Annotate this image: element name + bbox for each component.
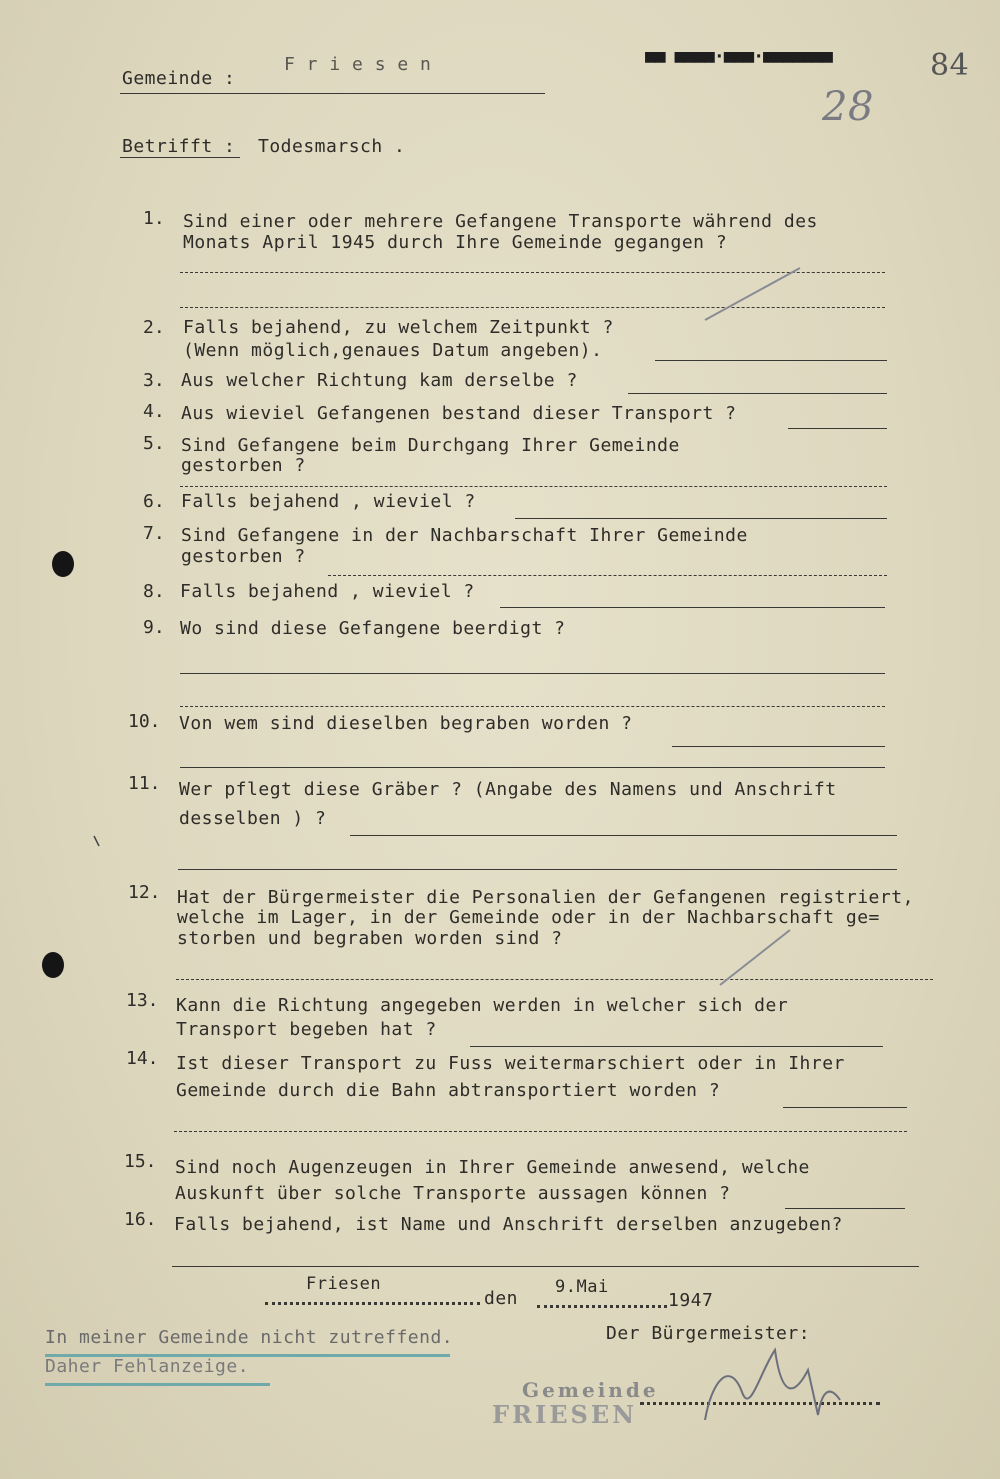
question-text: Wo sind diese Gefangene beerdigt ? — [180, 618, 566, 639]
question-text: Transport begeben hat ? — [176, 1019, 437, 1040]
question-text: Falls bejahend, ist Name und Anschrift derselben anzugeben? — [174, 1214, 843, 1235]
question-text: Von wem sind dieselben begraben worden ? — [179, 713, 633, 734]
question-text: Auskunft über solche Transporte aussagen können ? — [175, 1183, 731, 1204]
question-text: Wer pflegt diese Gräber ? (Angabe des Namens und Anschrift — [179, 779, 837, 800]
question-text: Falls bejahend , wieviel ? — [180, 581, 475, 602]
question-text: Hat der Bürgermeister die Personalien der Gefangenen registriert, — [177, 887, 914, 908]
question-number: 6. — [143, 491, 165, 512]
page-number: 84 — [930, 48, 970, 83]
subject-value: Todesmarsch . — [258, 136, 406, 157]
redacted-text: ■■ ■■■■·■■■·■■■■■■■ — [645, 46, 832, 67]
question-text: Aus wieviel Gefangenen bestand dieser Transport ? — [181, 403, 737, 424]
question-text: (Wenn möglich,genaues Datum angeben). — [183, 340, 603, 361]
question-text: gestorben ? — [181, 546, 306, 567]
question-number: 3. — [143, 370, 165, 391]
gemeinde-label: Gemeinde : — [122, 68, 236, 89]
question-text: storben und begraben worden sind ? — [177, 928, 563, 949]
question-text: Ist dieser Transport zu Fuss weitermarschiert oder in Ihrer — [176, 1053, 845, 1074]
question-text: Falls bejahend , wieviel ? — [181, 491, 476, 512]
note-line2: Daher Fehlanzeige. — [45, 1356, 250, 1377]
question-text: Monats April 1945 durch Ihre Gemeinde gegangen ? — [183, 232, 728, 253]
signature-scribble — [705, 1350, 840, 1420]
stamp-line1: Gemeinde — [522, 1378, 659, 1402]
question-text: gestorben ? — [181, 455, 306, 476]
signature-place: Friesen — [306, 1274, 382, 1294]
question-number: 7. — [143, 523, 165, 544]
den-label: den — [484, 1288, 519, 1309]
question-number: 4. — [143, 401, 165, 422]
question-number: 12. — [128, 882, 161, 903]
question-number: 15. — [124, 1151, 157, 1172]
signature-year: 1947 — [668, 1290, 714, 1311]
question-number: 16. — [124, 1209, 157, 1230]
question-number: 8. — [143, 581, 165, 602]
gemeinde-name: F r i e s e n — [284, 54, 432, 75]
official-title: Der Bürgermeister: — [606, 1323, 811, 1344]
stamp-line2: FRIESEN — [492, 1400, 638, 1429]
handwritten-number: 28 — [822, 84, 874, 130]
question-number: 1. — [143, 208, 165, 229]
question-number: 9. — [143, 617, 165, 638]
question-text: Gemeinde durch die Bahn abtransportiert worden ? — [176, 1080, 721, 1101]
question-text: Aus welcher Richtung kam derselbe ? — [181, 370, 578, 391]
question-number: 14. — [126, 1048, 159, 1069]
question-text: Sind noch Augenzeugen in Ihrer Gemeinde anwesend, welche — [175, 1157, 810, 1178]
question-text: desselben ) ? — [179, 808, 327, 829]
margin-mark — [94, 836, 99, 846]
question-number: 11. — [128, 773, 161, 794]
question-text: Sind Gefangene beim Durchgang Ihrer Gemeinde — [181, 435, 680, 456]
subject-label: Betrifft : — [122, 136, 236, 157]
question-text: Falls bejahend, zu welchem Zeitpunkt ? — [183, 317, 614, 338]
question-number: 5. — [143, 433, 165, 454]
question-text: welche im Lager, in der Gemeinde oder in der Nachbarschaft ge= — [177, 907, 880, 928]
cancel-slash — [720, 930, 790, 985]
question-text: Kann die Richtung angegeben werden in welcher sich der — [176, 995, 789, 1016]
signature-date-day: 9.Mai — [555, 1277, 609, 1297]
question-number: 13. — [126, 990, 159, 1011]
question-text: Sind Gefangene in der Nachbarschaft Ihrer Gemeinde — [181, 525, 748, 546]
note-line1: In meiner Gemeinde nicht zutreffend. — [45, 1327, 454, 1348]
question-number: 2. — [143, 317, 165, 338]
question-number: 10. — [128, 711, 161, 732]
cancel-slash — [705, 268, 800, 320]
question-text: Sind einer oder mehrere Gefangene Transporte während des — [183, 211, 818, 232]
